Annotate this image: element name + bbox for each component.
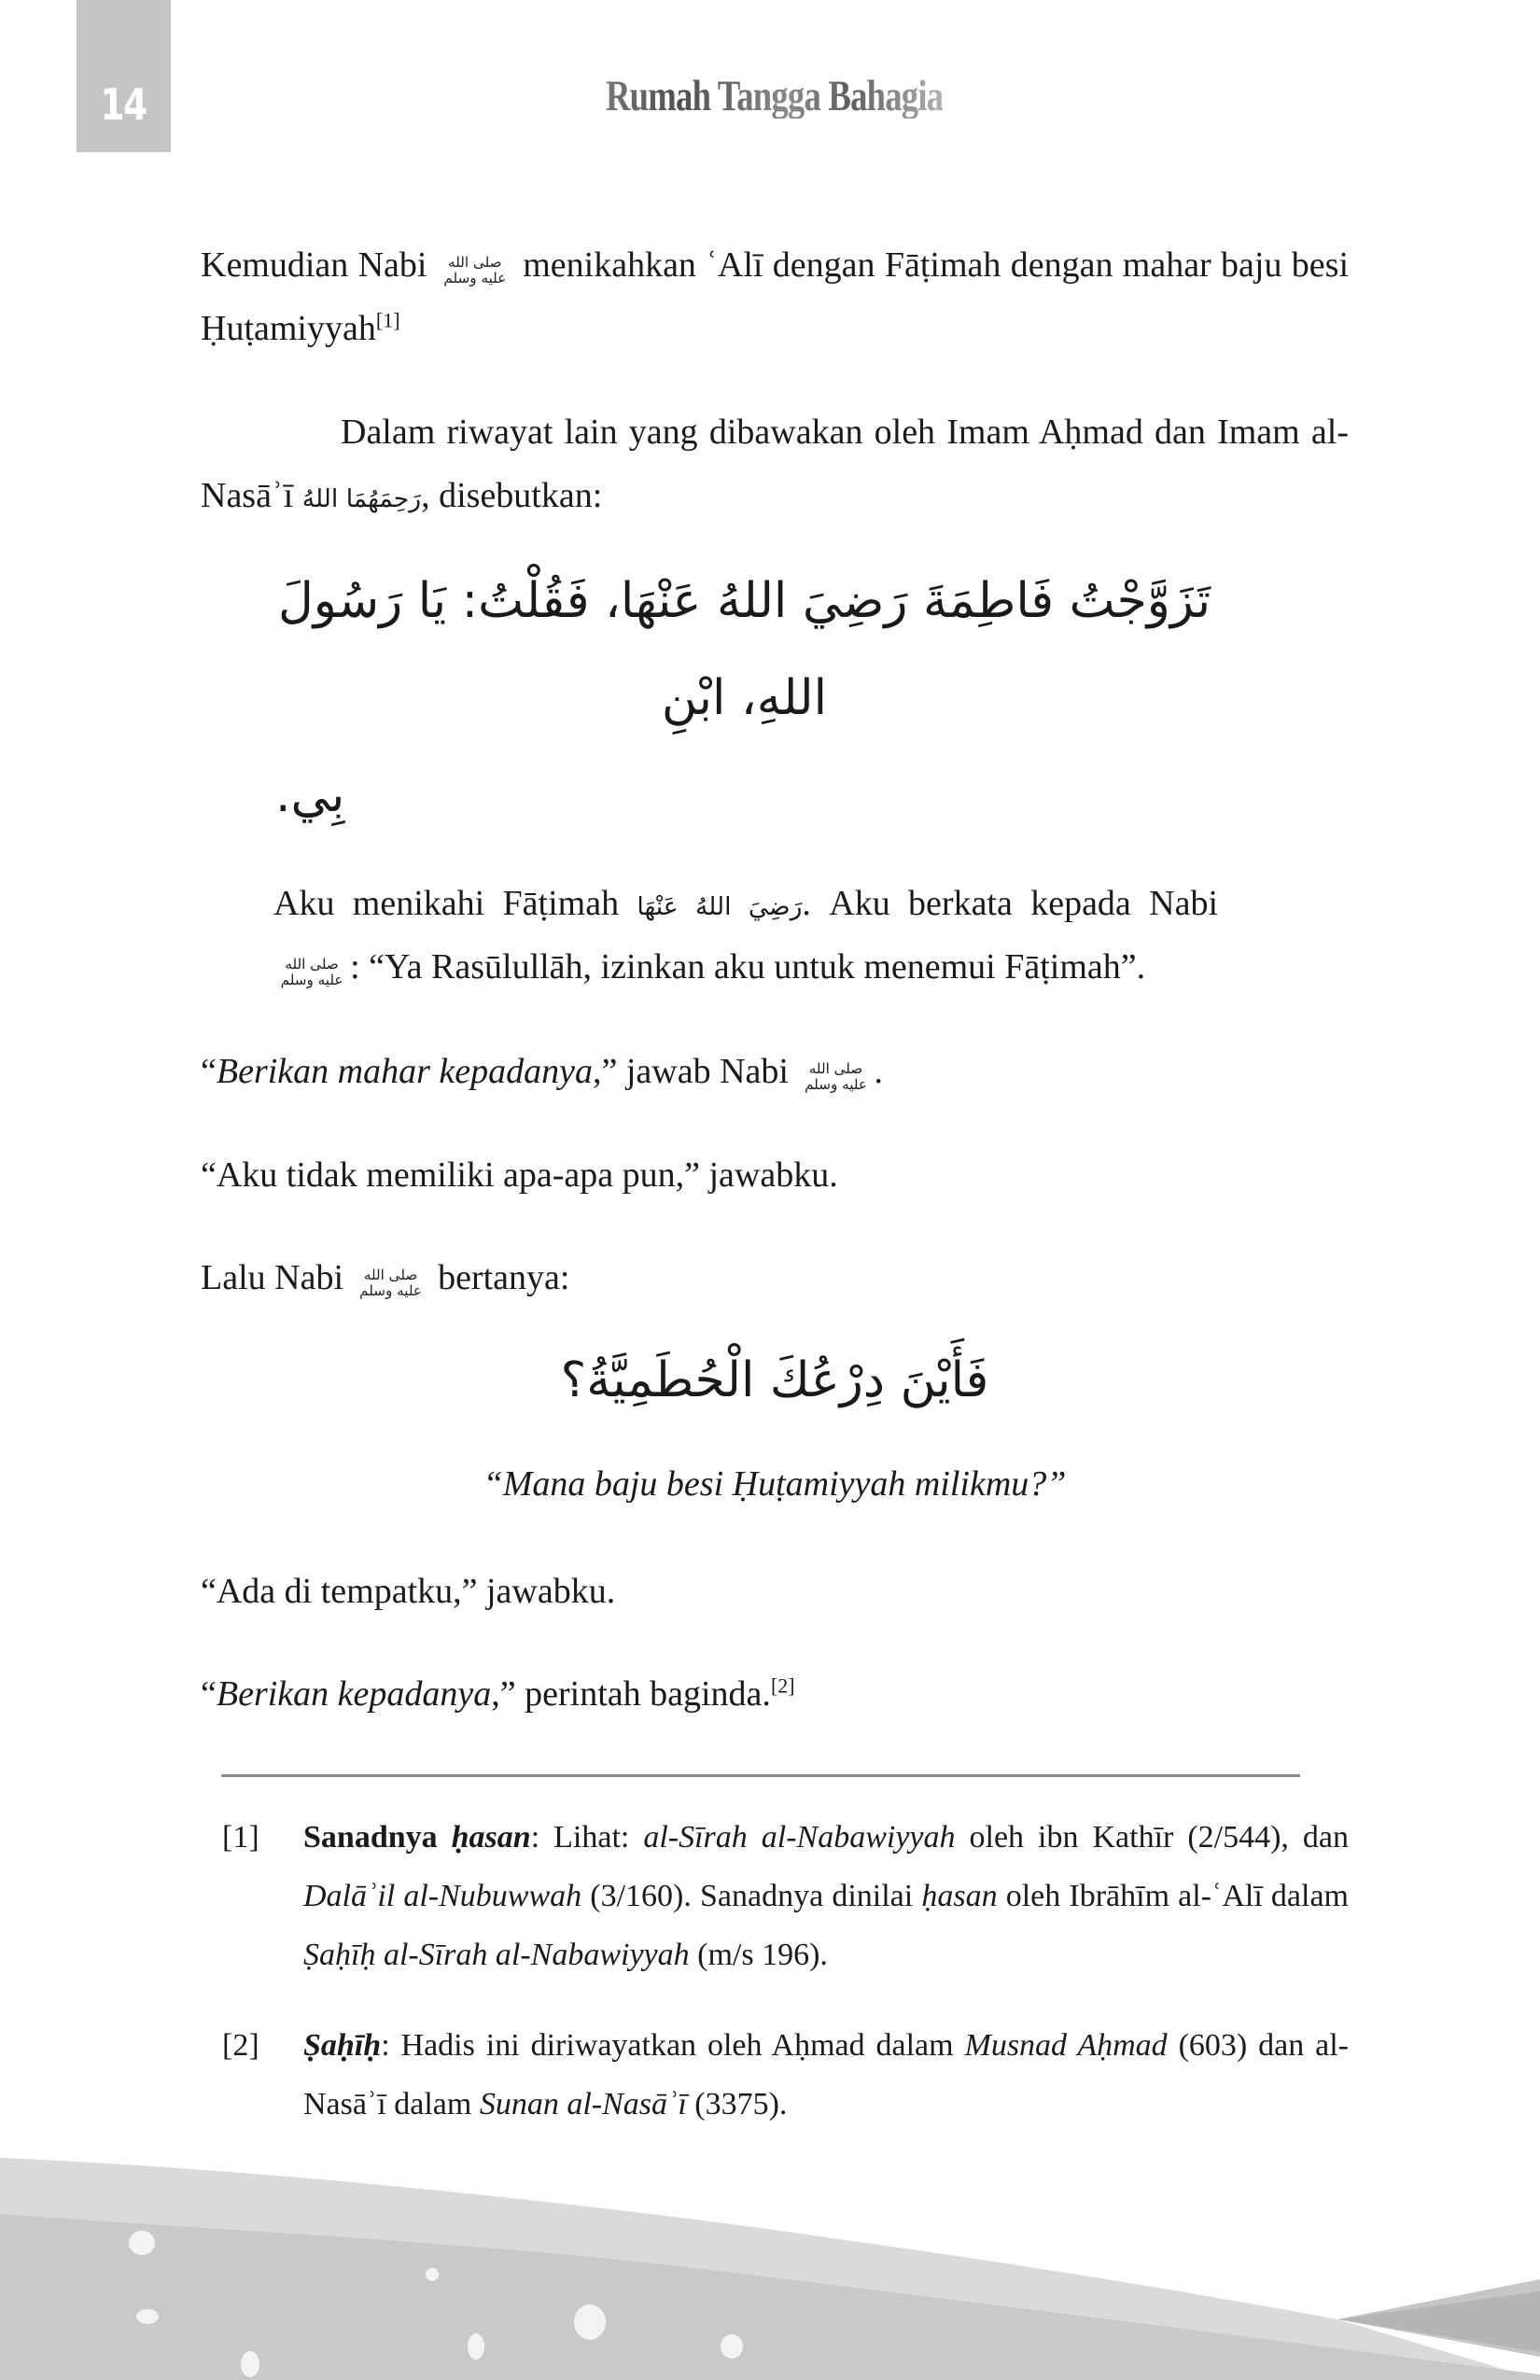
paragraph-jawab-nabi <box>201 1040 1349 1103</box>
text-segment: (m/s 196). <box>689 1938 828 1973</box>
text-segment: “ <box>201 1052 217 1092</box>
text-segment: (603) dan al-Nasāʾī dalam <box>303 2028 1349 2122</box>
saw-honorific-icon: صلى الله عليه وسلم <box>280 955 343 988</box>
text-segment: Dalam riwayat lain yang dibawakan oleh Imam Aḥmad dan Imam al-Nasāʾī <box>201 412 1349 516</box>
text-segment: bertanya: <box>428 1258 570 1298</box>
footnotes-section <box>201 1809 1349 2134</box>
text-segment: oleh Ibrāhīm al-ʿAlī dalam <box>997 1879 1349 1914</box>
footnote-reference: [1] <box>375 308 400 332</box>
question-translation <box>201 1452 1349 1516</box>
text-segment: ḥasan <box>451 1820 531 1855</box>
paragraph-riwayat <box>201 400 1349 528</box>
text-segment: Aku menikahi Fāṭimah <box>273 883 637 923</box>
arabic-hadith-quote <box>201 553 1349 844</box>
text-segment: : Hadis ini diriwayatkan oleh Aḥmad dalam <box>381 2028 965 2064</box>
text-segment: “ <box>201 1674 217 1715</box>
paragraph-bertanya <box>201 1246 1349 1309</box>
text-segment: : Lihat: <box>530 1820 644 1855</box>
page-number-box <box>77 0 171 152</box>
saw-honorific-icon: صلى الله عليه وسلم <box>443 253 507 287</box>
footnote-1-marker: [1] <box>222 1820 259 1855</box>
text-segment: , disebutkan: <box>421 476 603 516</box>
paragraph-ada-di-tempatku <box>201 1560 1349 1623</box>
footnote-2-marker: [2] <box>222 2028 259 2064</box>
page-title: Rumah Tangga Bahagia <box>606 72 944 120</box>
footnote-separator <box>221 1774 1300 1777</box>
text-segment: ,” perintah baginda. <box>491 1674 771 1715</box>
text-segment: Ṣaḥīḥ al-Sīrah al-Nabawiyyah <box>303 1938 690 1973</box>
arabic-honorific: رَحِمَهُمَا اللهُ <box>301 484 422 514</box>
footnote-reference: [2] <box>770 1673 795 1698</box>
text-segment: Lalu Nabi <box>201 1258 353 1298</box>
text-segment: Kemudian Nabi <box>201 245 437 285</box>
footnote-1-text <box>303 1809 1349 1985</box>
text-segment: : “Ya Rasūlullāh, izinkan aku untuk menemui Fāṭimah”. <box>350 946 1146 987</box>
text-segment: Sanadnya <box>303 1820 452 1855</box>
arabic-question-quote: فَأَيْنَ دِرْعُكَ الْحُطَمِيَّةُ؟ <box>560 1351 989 1408</box>
arabic-honorific: رَضِيَ اللهُ عَنْهَا <box>637 891 803 921</box>
arabic-quote-line-1: تَزَوَّجْتُ فَاطِمَةَ رَضِيَ اللهُ عَنْهَا، فَقُلْتُ: يَا رَسُولَ اللهِ، ابْنِ <box>277 572 1211 726</box>
text-segment: menikahkan ʿAlī dengan Fāṭimah dengan mahar baju besi Ḥuṭamiyyah <box>201 245 1350 349</box>
text-segment: “Ada di tempatku,” jawabku. <box>201 1571 616 1611</box>
text-segment: Berikan mahar kepadanya <box>216 1052 593 1092</box>
text-column <box>201 233 1349 2166</box>
text-segment: (3/160). Sanadnya dinilai <box>581 1879 922 1914</box>
footnote-1 <box>201 1809 1349 1985</box>
text-segment: Musnad Aḥmad <box>964 2028 1168 2064</box>
paragraph-perintah <box>201 1662 1349 1726</box>
saw-honorific-icon: صلى الله عليه وسلم <box>359 1266 422 1299</box>
text-segment: Berikan kepadanya <box>216 1674 492 1715</box>
footnote-2-text <box>303 2017 1349 2135</box>
text-segment: al-Sīrah al-Nabawiyyah <box>643 1820 956 1855</box>
text-segment: Sunan al-Nasāʾī <box>479 2087 687 2122</box>
arabic-quote-line-2: بِي. <box>275 766 345 823</box>
paragraph-intro <box>201 233 1349 361</box>
text-segment: . Aku berkata kepada Nabi <box>802 883 1219 923</box>
text-segment: Ṣaḥīḥ <box>303 2028 382 2064</box>
text-segment: . <box>874 1052 884 1092</box>
saw-honorific-icon: صلى الله عليه وسلم <box>805 1060 867 1094</box>
text-segment: oleh ibn Kathīr (2/544), dan <box>955 1820 1350 1855</box>
paragraph-jawabku <box>201 1143 1349 1207</box>
text-segment: (3375). <box>686 2087 788 2122</box>
text-segment: ḥasan <box>921 1879 998 1914</box>
text-segment: “Aku tidak memiliki apa-apa pun,” jawabku. <box>201 1155 838 1195</box>
hadith-translation-block <box>201 872 1349 1000</box>
text-segment: ,” jawab Nabi <box>593 1052 798 1092</box>
footnote-2 <box>201 2017 1349 2135</box>
text-segment: Dalāʾil al-Nubuwwah <box>303 1879 582 1914</box>
page-number: 14 <box>100 79 147 130</box>
running-head <box>201 72 1349 120</box>
text-segment: “Mana baju besi Ḥuṭamiyyah milikmu?” <box>483 1464 1067 1505</box>
